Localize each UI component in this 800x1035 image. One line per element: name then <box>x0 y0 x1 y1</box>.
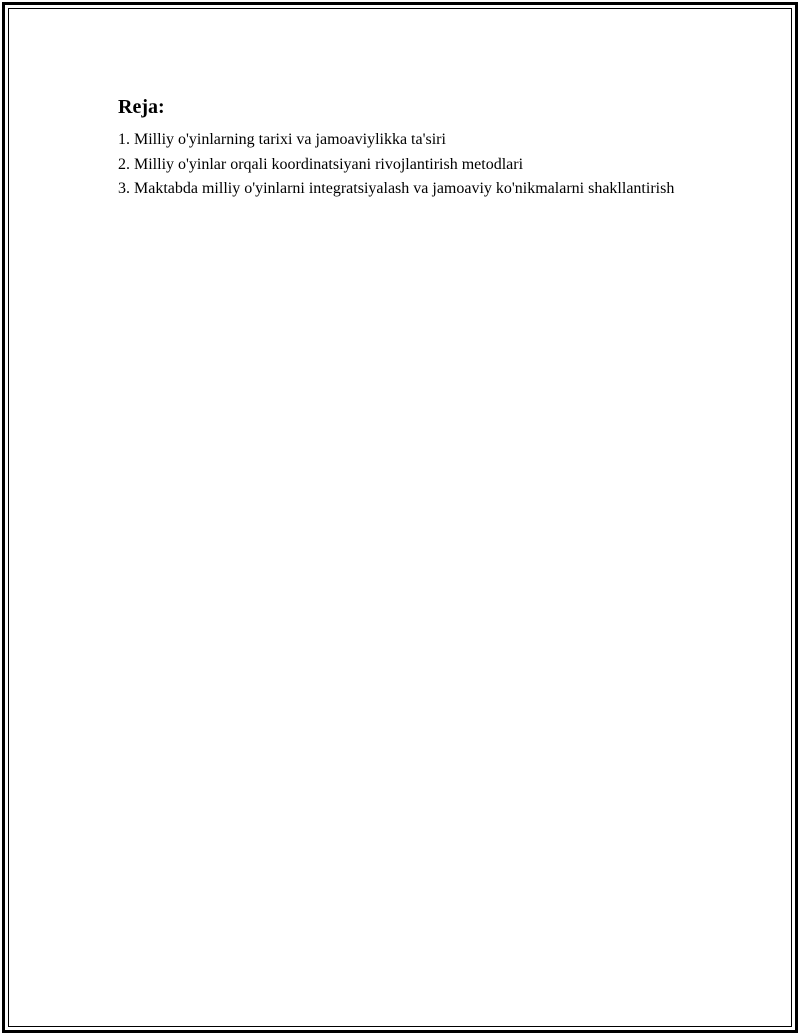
plan-item-1: 1. Milliy o'yinlarning tarixi va jamoaviylikka ta'siri <box>118 131 446 148</box>
plan-item-2: 2. Milliy o'yinlar orqali koordinatsiyani rivojlantirish metodlari <box>118 155 524 173</box>
plan-item-3: 3. Maktabda milliy o'yinlarni integratsiyalash va jamoaviy ko'nikmalarni shakllantirish <box>118 180 675 197</box>
plan-list <box>118 128 698 202</box>
plan-heading: Reja: <box>118 96 165 118</box>
page-content <box>118 94 698 202</box>
